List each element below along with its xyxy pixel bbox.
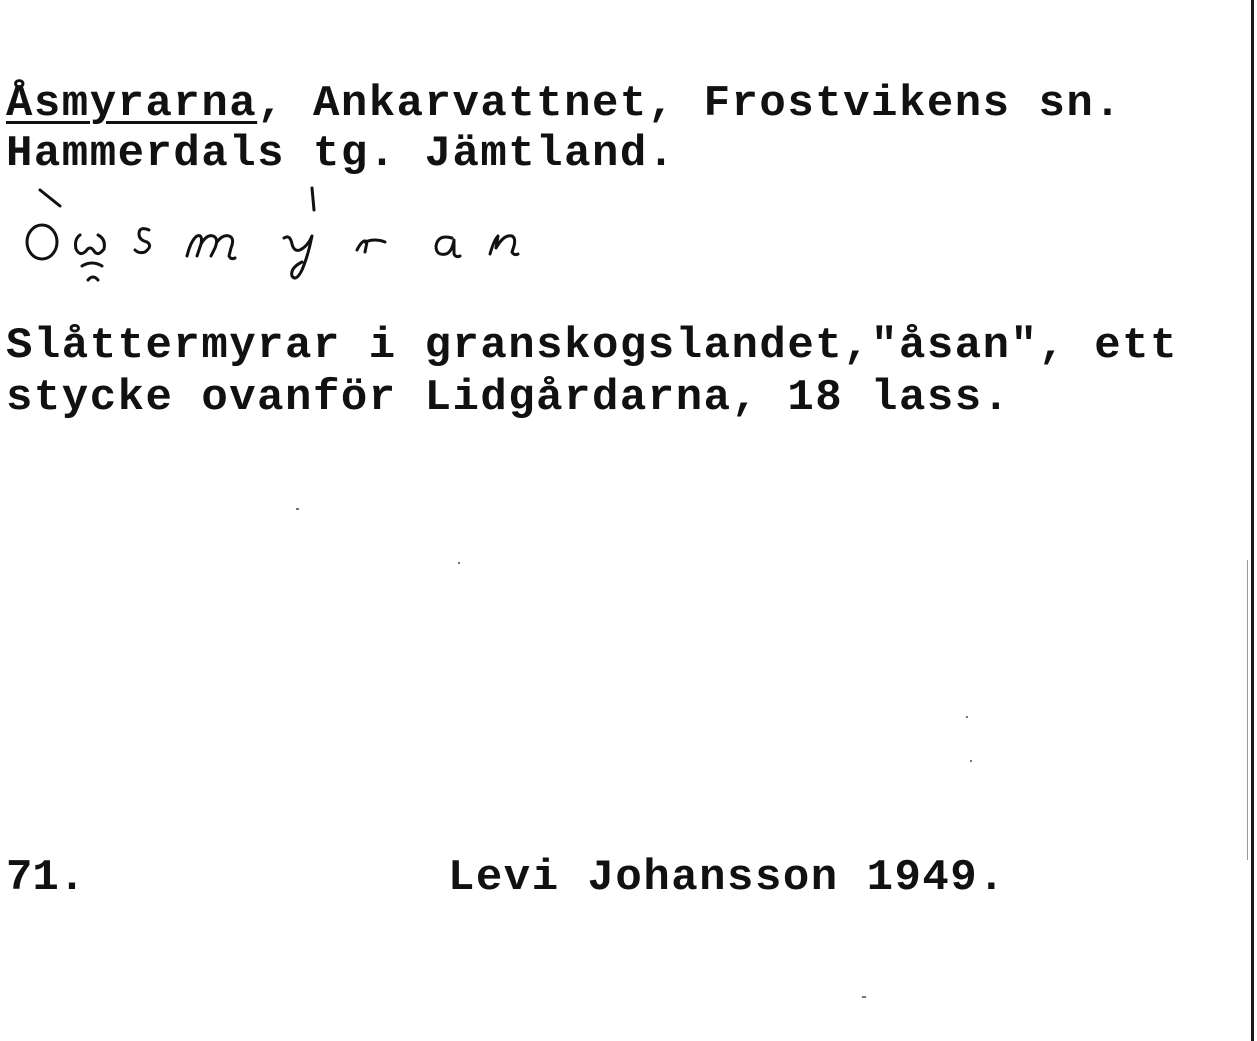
paper-speck [966,716,968,718]
paper-speck [862,996,866,998]
heading-line-2: Hammerdals tg. Jämtland. [6,129,676,179]
card-edge-line [1251,0,1254,1041]
paper-speck [296,508,299,510]
place-name: Åsmyrarna [6,79,258,129]
description-line-2: stycke ovanför Lidgårdarna, 18 lass. [6,373,1011,423]
paper-speck [970,760,972,762]
place-location: , Ankarvattnet, Frostvikens sn. [257,79,1123,129]
card-edge-shadow [1247,560,1248,860]
handwritten-pronunciation [12,180,552,290]
heading-line-1 [6,78,1122,130]
description-line-1: Slåttermyrar i granskogslandet,"åsan", ett [6,321,1178,371]
paper-speck [458,562,460,564]
card-number: 71. [6,853,86,903]
collector-attribution: Levi Johansson 1949. [448,853,1007,903]
